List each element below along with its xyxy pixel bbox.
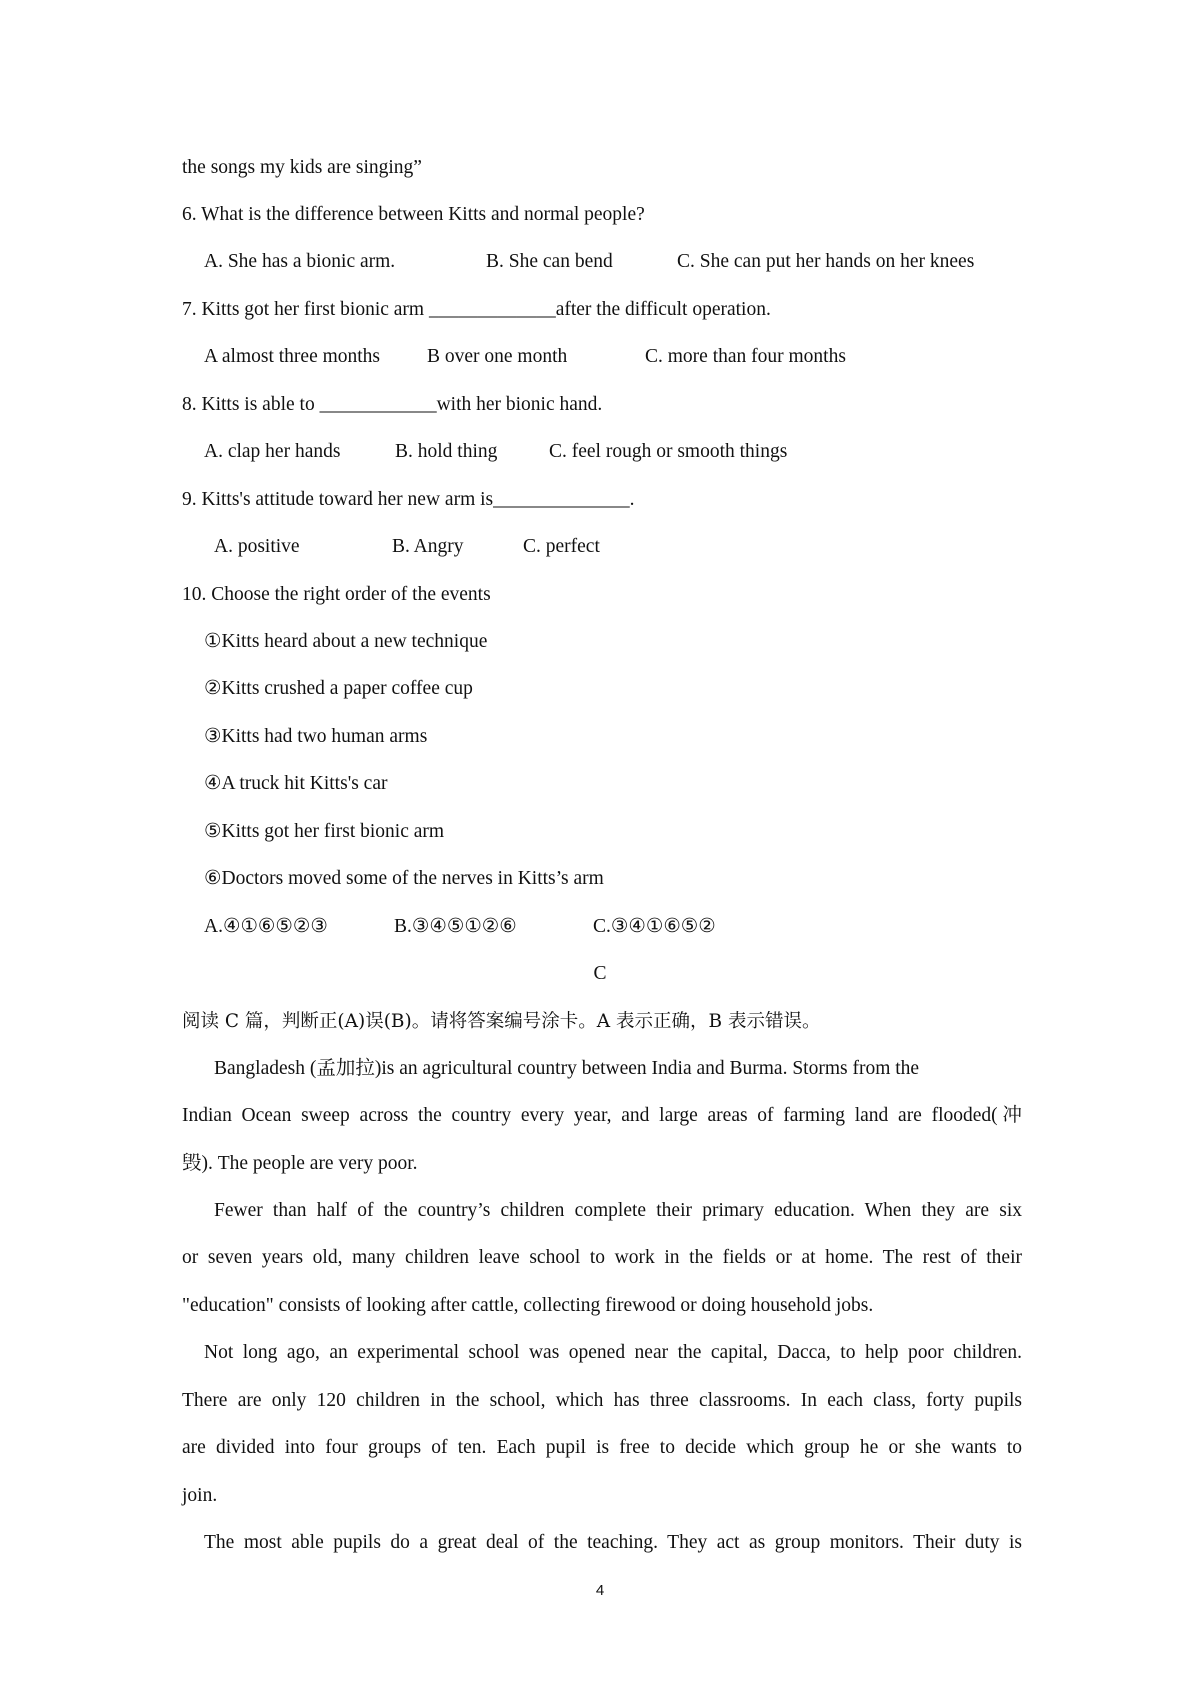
question-10: 10. Choose the right order of the events	[182, 584, 491, 605]
option-8a: A. clap her hands	[204, 441, 341, 462]
paragraph-2-line-1: Fewer than half of the country’s children complete their primary education. When they are six	[214, 1200, 1022, 1221]
paragraph-3-line-2: There are only 120 children in the school, which has three classrooms. In each class, forty pupils	[182, 1390, 1022, 1411]
option-7c: C. more than four months	[645, 346, 846, 367]
instructions: 阅读 C 篇，判断正(A)误(B)。请将答案编号涂卡。A 表示正确，B 表示错误。	[182, 1011, 821, 1032]
option-8c: C. feel rough or smooth things	[549, 441, 788, 462]
event-6: ⑥Doctors moved some of the nerves in Kitts’s arm	[204, 868, 604, 889]
question-8: 8. Kitts is able to ____________with her bionic hand.	[182, 394, 603, 415]
section-heading: C	[593, 963, 607, 984]
event-1: ①Kitts heard about a new technique	[204, 631, 488, 652]
paragraph-2-line-3: "education" consists of looking after cattle, collecting firewood or doing household jobs.	[182, 1295, 874, 1316]
page-number: 4	[595, 1582, 605, 1599]
event-2: ②Kitts crushed a paper coffee cup	[204, 678, 473, 699]
paragraph-4-line-1: The most able pupils do a great deal of the teaching. They act as group monitors. Their duty is	[204, 1532, 1022, 1553]
option-10c: C.③④①⑥⑤②	[593, 916, 716, 937]
option-10a: A.④①⑥⑤②③	[204, 916, 328, 937]
paragraph-1-line-2: Indian Ocean sweep across the country every year, and large areas of farming land are flooded(冲	[182, 1105, 1022, 1126]
text-line: the songs my kids are singing”	[182, 157, 422, 178]
paragraph-3-line-3: are divided into four groups of ten. Each pupil is free to decide which group he or she wants to	[182, 1437, 1022, 1458]
option-9c: C. perfect	[523, 536, 600, 557]
paragraph-3-line-1: Not long ago, an experimental school was opened near the capital, Dacca, to help poor children.	[204, 1342, 1022, 1363]
paragraph-2-line-2: or seven years old, many children leave school to work in the fields or at home. The rest of their	[182, 1247, 1022, 1268]
option-10b: B.③④⑤①②⑥	[394, 916, 517, 937]
option-6b: B. She can bend	[486, 251, 613, 272]
event-4: ④A truck hit Kitts's car	[204, 773, 388, 794]
question-7: 7. Kitts got her first bionic arm _____________after the difficult operation.	[182, 299, 771, 320]
event-3: ③Kitts had two human arms	[204, 726, 428, 747]
option-9a: A. positive	[214, 536, 300, 557]
paragraph-1-line-3: 毁). The people are very poor.	[182, 1153, 418, 1174]
question-6: 6. What is the difference between Kitts and normal people?	[182, 204, 645, 225]
option-9b: B. Angry	[392, 536, 464, 557]
event-5: ⑤Kitts got her first bionic arm	[204, 821, 445, 842]
option-6c: C. She can put her hands on her knees	[677, 251, 975, 272]
option-6a: A. She has a bionic arm.	[204, 251, 396, 272]
paragraph-3-line-4: join.	[182, 1485, 218, 1506]
option-7a: A almost three months	[204, 346, 381, 367]
paragraph-1-line-1: Bangladesh (孟加拉)is an agricultural country between India and Burma. Storms from the	[214, 1058, 920, 1079]
option-8b: B. hold thing	[395, 441, 498, 462]
question-9: 9. Kitts's attitude toward her new arm is______________.	[182, 489, 635, 510]
option-7b: B over one month	[427, 346, 568, 367]
